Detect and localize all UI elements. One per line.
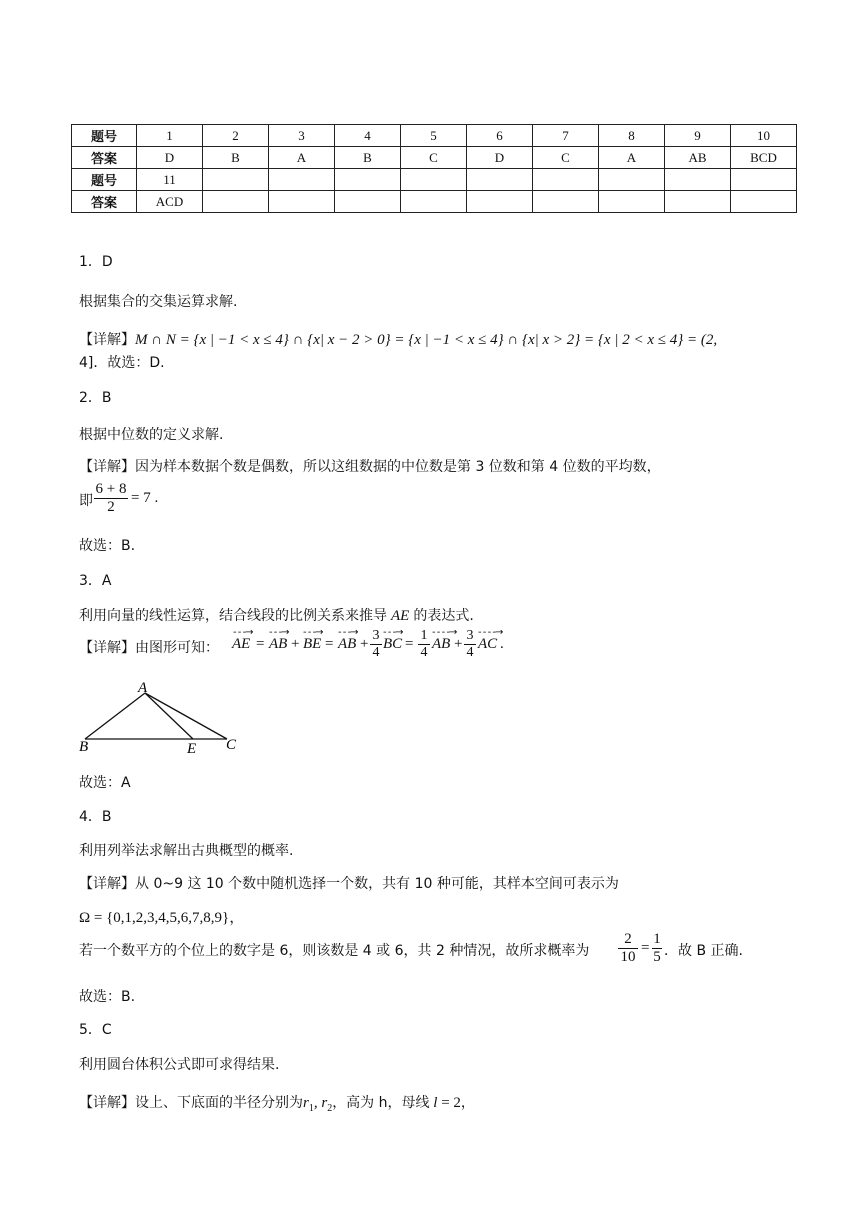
table-cell: B <box>335 147 401 169</box>
equals: = <box>405 636 414 652</box>
equals: = <box>641 940 650 956</box>
table-cell: 2 <box>203 125 269 147</box>
table-cell: C <box>533 147 599 169</box>
q2-choice: 故选：B. <box>79 538 136 554</box>
slant-symbol: l <box>429 1095 442 1111</box>
row-header-number: 题号 <box>72 125 137 147</box>
table-cell: BCD <box>731 147 797 169</box>
vector-arrow-icon: - - -→ <box>383 627 403 638</box>
table-cell <box>203 191 269 213</box>
equals: = <box>325 636 334 652</box>
vector-bc: BC <box>383 636 403 652</box>
q3-choice: 故选：A <box>79 775 131 791</box>
table-cell <box>203 169 269 191</box>
answer-table <box>71 124 797 213</box>
table-row <box>72 147 797 169</box>
q5-hint: 利用圆台体积公式即可求得结果. <box>79 1057 280 1073</box>
point-label-c: C <box>226 737 237 753</box>
numerator: 6 + 8 <box>95 481 127 497</box>
q1-hint: 根据集合的交集运算求解. <box>79 294 238 310</box>
table-row <box>72 191 797 213</box>
plus: + <box>360 636 369 652</box>
vector-arrow-icon: - - -→ <box>303 627 323 638</box>
table-cell <box>731 191 797 213</box>
table-cell: AB <box>665 147 731 169</box>
q4-hint: 利用列举法求解出古典概型的概率. <box>79 843 294 859</box>
q4-line3: 若一个数平方的个位上的数字是 6，则该数是 4 或 6，共 2 种情况，故所求概率为 <box>79 943 590 959</box>
table-cell <box>467 191 533 213</box>
table-cell: 4 <box>335 125 401 147</box>
table-cell: A <box>269 147 335 169</box>
vector-ac: AC <box>478 636 498 652</box>
table-cell <box>533 169 599 191</box>
q3-hint-post: 的表达式. <box>413 608 474 624</box>
q4-choice: 故选：B. <box>79 989 136 1005</box>
table-cell <box>269 191 335 213</box>
table-cell: D <box>467 147 533 169</box>
row-header-number: 题号 <box>72 169 137 191</box>
table-cell <box>533 191 599 213</box>
q4-heading: 4．B <box>79 809 112 825</box>
q5-heading: 5．C <box>79 1022 112 1038</box>
edge-ab <box>85 693 145 739</box>
q2-heading: 2．B <box>79 390 112 406</box>
fraction-1-4: $\frac{1}{4}$ <box>418 628 430 661</box>
vector-arrow-icon: - - -→ <box>269 627 289 638</box>
q4-detail: 【详解】从 0~9 这 10 个数中随机选择一个数，共有 10 种可能，其样本空间可表示为 <box>79 876 619 892</box>
table-cell: 7 <box>533 125 599 147</box>
q1-formula-cont: 4]．故选：D. <box>79 355 165 371</box>
table-cell: 11 <box>137 169 203 191</box>
table-cell <box>731 169 797 191</box>
vector-ae: AE <box>232 636 251 652</box>
q2-detail: 【详解】因为样本数据个数是偶数，所以这组数据的中位数是第 3 位数和第 4 位数的平均数， <box>79 459 661 475</box>
vector-ab: AB <box>338 636 357 652</box>
q1-detail <box>79 329 717 349</box>
equals: = <box>256 636 265 652</box>
table-cell: A <box>599 147 665 169</box>
q2-ji: 即 <box>79 493 93 509</box>
table-cell <box>665 169 731 191</box>
q2-hint: 根据中位数的定义求解. <box>79 427 224 443</box>
table-cell: 5 <box>401 125 467 147</box>
q5-detail <box>79 1092 475 1114</box>
table-cell: ACD <box>137 191 203 213</box>
period: . <box>500 636 504 652</box>
q1-formula: M ∩ N = {x | −1 < x ≤ 4} ∩ {x| x − 2 > 0} = {x | −1 < x ≤ 4} ∩ {x| x > 2} = {x | 2 < x ≤ 4} = (2, <box>135 332 718 348</box>
table-cell <box>599 191 665 213</box>
q5-detail-pre: 【详解】设上、下底面的半径分别为 <box>79 1095 303 1111</box>
table-cell <box>401 169 467 191</box>
q5-detail-mid: ，高为 h，母线 <box>332 1095 430 1111</box>
q3-hint-pre: 利用向量的线性运算，结合线段的比例关系来推导 <box>79 608 387 624</box>
vector-arrow-icon: - - - -→ <box>432 627 457 638</box>
table-cell <box>401 191 467 213</box>
radii-symbols: $r_1$, $r_2$ <box>303 1095 333 1114</box>
fraction-3-4: $\frac{3}{4}$ <box>464 628 476 661</box>
table-cell <box>335 191 401 213</box>
q1-heading: 1．D <box>79 254 113 270</box>
fraction-1-5: $\frac{1}{5}$ <box>653 931 661 965</box>
vector-ab: AB <box>269 636 288 652</box>
table-cell <box>665 191 731 213</box>
q3-detail-label: 【详解】由图形可知： <box>79 640 219 656</box>
table-cell: 8 <box>599 125 665 147</box>
q4-omega: Ω = {0,1,2,3,4,5,6,7,8,9}， <box>79 910 245 926</box>
table-cell: C <box>401 147 467 169</box>
table-row <box>72 169 797 191</box>
q2-result: = 7 . <box>131 490 159 506</box>
table-cell: 3 <box>269 125 335 147</box>
row-header-answer: 答案 <box>72 147 137 169</box>
vector-be: BE <box>303 636 322 652</box>
plus: + <box>291 636 300 652</box>
vector-ae: AE <box>391 608 410 624</box>
table-cell <box>335 169 401 191</box>
plus: + <box>454 636 463 652</box>
table-row <box>72 125 797 147</box>
row-header-answer: 答案 <box>72 191 137 213</box>
q5-detail-post: ， <box>460 1095 475 1111</box>
point-label-a: A <box>138 680 148 696</box>
fraction-2-10: $\frac{2}{10}$ <box>618 931 638 966</box>
triangle-figure <box>75 678 245 758</box>
table-cell: 9 <box>665 125 731 147</box>
vector-arrow-icon: - - -→ <box>338 627 358 638</box>
table-cell: D <box>137 147 203 169</box>
point-label-b: B <box>79 739 89 755</box>
table-cell <box>269 169 335 191</box>
point-label-e: E <box>187 741 197 757</box>
denominator: 2 <box>94 498 128 516</box>
vector-arrow-icon: - - - -→ <box>478 627 503 638</box>
table-cell: 1 <box>137 125 203 147</box>
q4-line3-post: ．故 B 正确. <box>664 943 743 959</box>
fraction-3-4: $\frac{3}{4}$ <box>370 628 382 661</box>
q2-fraction <box>94 481 128 516</box>
detail-label: 【详解】 <box>79 332 135 348</box>
table-cell <box>599 169 665 191</box>
q3-hint <box>79 605 474 625</box>
table-cell: 10 <box>731 125 797 147</box>
vector-ab: AB <box>432 636 451 652</box>
table-cell: 6 <box>467 125 533 147</box>
q3-heading: 3．A <box>79 573 112 589</box>
table-cell: B <box>203 147 269 169</box>
vector-arrow-icon: - - -→ <box>233 627 253 638</box>
slant-value: = 2 <box>441 1095 461 1111</box>
table-cell <box>467 169 533 191</box>
